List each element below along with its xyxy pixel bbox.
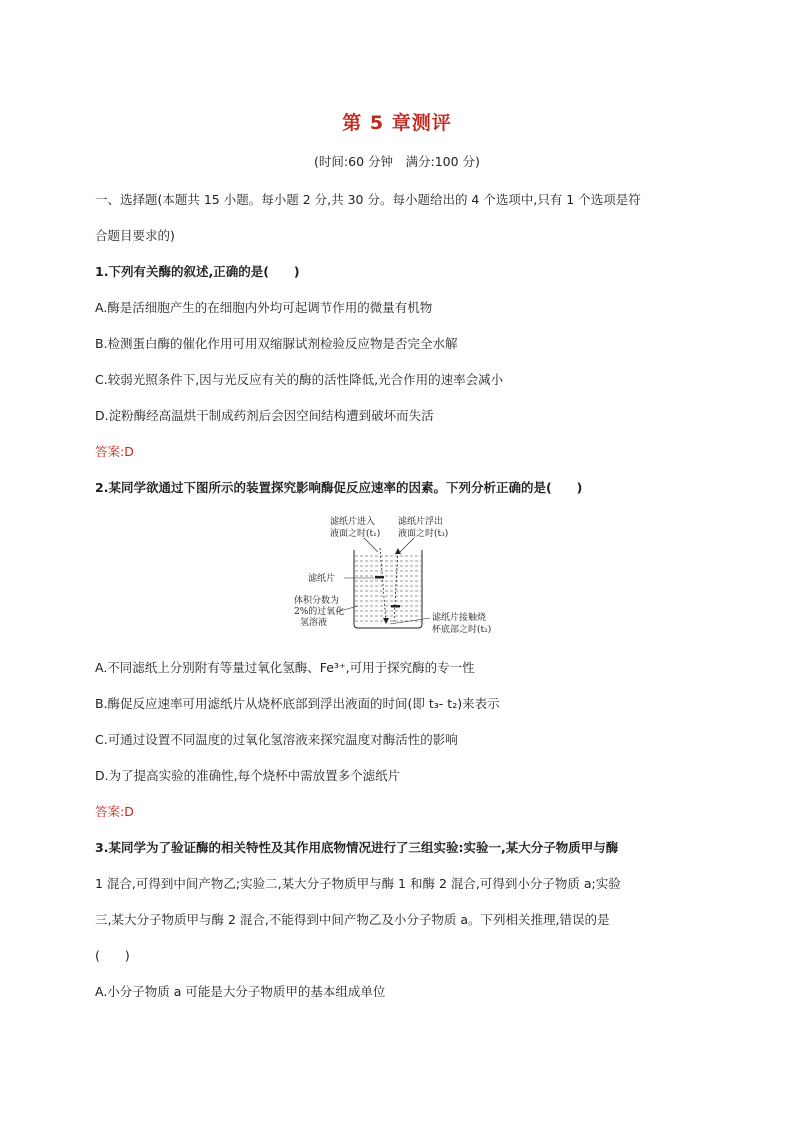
section-heading: 一、选择题(本题共 15 小题。每小题 2 分,共 30 分。每小题给出的 4 个选项中,只有 1 个选项是符 (95, 192, 641, 207)
question-1-option-b: B.检测蛋白酶的催化作用可用双缩脲试剂检验反应物是否完全水解 (95, 336, 458, 351)
question-3-answer-blank: ( ) (95, 948, 130, 963)
filter-paper-piece (375, 576, 384, 579)
label-solution-line1: 体积分数为 (294, 596, 340, 606)
label-float-line1: 滤纸片浮出 (398, 517, 444, 527)
question-3-stem-cont-2: 三,某大分子物质甲与酶 2 混合,不能得到中间产物乙及小分子物质 a。下列相关推理,错误的是 (95, 912, 610, 927)
label-bottom-line1: 滤纸片接触烧 (432, 613, 487, 623)
descent-arrowhead (383, 618, 389, 624)
question-3-stem-cont-1: 1 混合,可得到中间产物乙;实验二,某大分子物质甲与酶 1 和酶 2 混合,可得到小分子物质 a;实验 (95, 876, 621, 891)
section-heading-cont: 合题目要求的) (95, 228, 175, 243)
ascent-arrowhead (395, 548, 401, 554)
question-2-option-d: D.为了提高实验的准确性,每个烧杯中需放置多个滤纸片 (95, 768, 401, 783)
question-2-option-a: A.不同滤纸上分别附有等量过氧化氢酶、Fe³⁺,可用于探究酶的专一性 (95, 660, 475, 675)
label-solution-line3: 氢溶液 (300, 618, 328, 628)
label-float-line2: 液面之时(t₃) (398, 529, 449, 539)
beaker-diagram (294, 512, 506, 640)
exam-info: (时间:60 分钟 满分:100 分) (314, 154, 480, 169)
question-1-option-d: D.淀粉酶经高温烘干制成药剂后会因空间结构遭到破坏而失活 (95, 408, 434, 423)
question-2-stem: 2.某同学欲通过下图所示的装置探究影响酶促反应速率的因素。下列分析正确的是( ) (95, 480, 583, 495)
filter-paper-piece-bottom (391, 605, 400, 608)
question-1-answer: 答案:D (95, 444, 134, 459)
label-solution-line2: 2%的过氧化 (294, 607, 345, 617)
question-2-answer: 答案:D (95, 804, 134, 819)
question-1-option-c: C.较弱光照条件下,因与光反应有关的酶的活性降低,光合作用的速率会减小 (95, 372, 504, 387)
question-3-stem: 3.某同学为了验证酶的相关特性及其作用底物情况进行了三组实验:实验一,某大分子物质甲与酶 (95, 840, 619, 855)
question-1-option-a: A.酶是活细胞产生的在细胞内外均可起调节作用的微量有机物 (95, 300, 433, 315)
label-filter-paper: 滤纸片 (308, 574, 336, 584)
liquid-fill (355, 556, 421, 621)
label-enter-line2: 液面之时(t₁) (330, 529, 381, 539)
question-3-option-a: A.小分子物质 a 可能是大分子物质甲的基本组成单位 (95, 984, 386, 999)
page-title: 第 5 章测评 (342, 112, 452, 134)
label-bottom-line2: 杯底部之时(t₂) (432, 625, 492, 635)
question-1-stem: 1.下列有关酶的叙述,正确的是( ) (95, 264, 300, 279)
question-2-option-c: C.可通过设置不同温度的过氧化氢溶液来探究温度对酶活性的影响 (95, 732, 458, 747)
question-2-option-b: B.酶促反应速率可用滤纸片从烧杯底部到浮出液面的时间(即 t₃- t₂)来表示 (95, 696, 500, 711)
label-enter-line1: 滤纸片进入 (330, 517, 376, 527)
